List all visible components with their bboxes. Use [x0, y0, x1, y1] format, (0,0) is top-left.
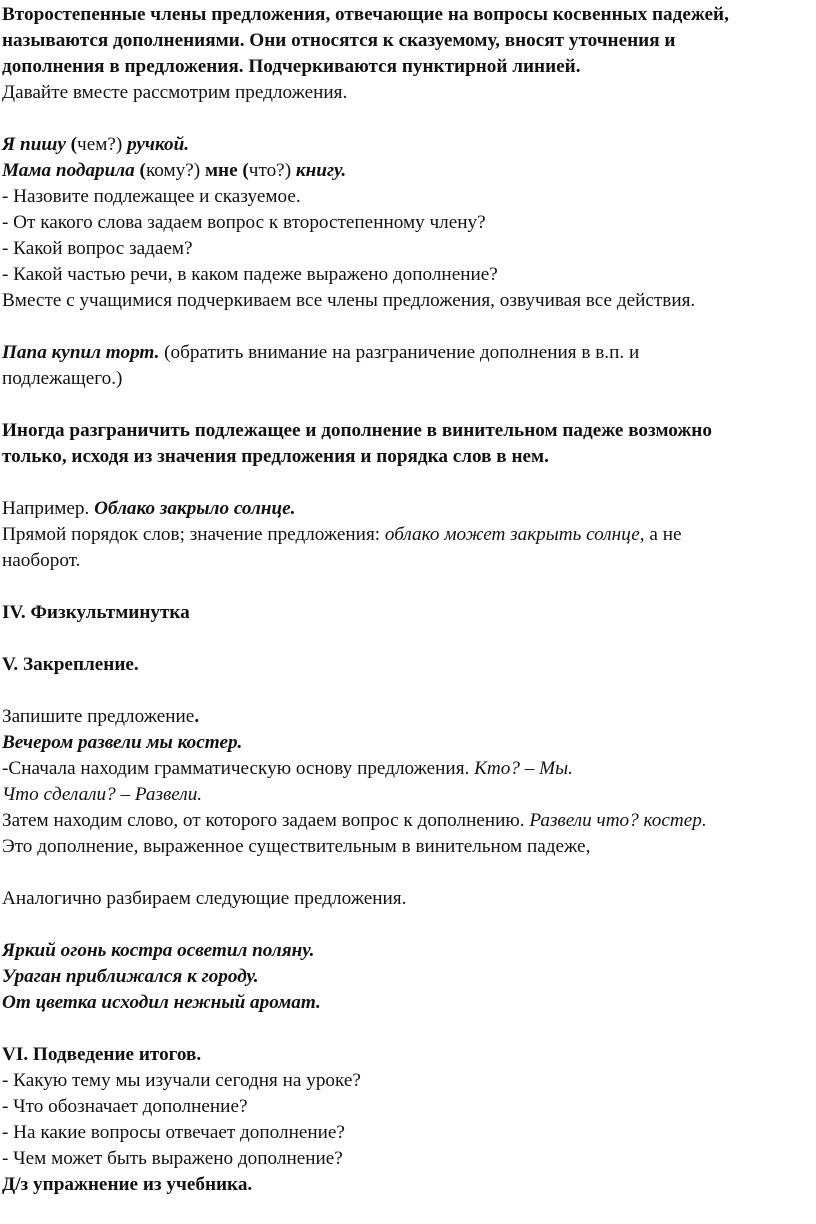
task-step-4: Это дополнение, выраженное существительным в винительном падеже, — [2, 836, 591, 857]
question: кому? — [145, 160, 194, 181]
example-1-subject-predicate: Я пишу — [2, 134, 66, 155]
example-4-lead: Например. — [2, 498, 90, 519]
rule-line-2: только, исходя из значения предложения и порядка слов в нем. — [2, 446, 549, 467]
section-4-heading: IV. Физкультминутка — [2, 602, 190, 623]
paren-open: ( — [237, 160, 249, 181]
example-4-explanation — [2, 522, 792, 548]
question: что? — [248, 160, 285, 181]
example-3-sentence: Папа купил торт. — [2, 342, 160, 363]
example-1-object: ручкой. — [127, 134, 190, 155]
example-3-note: (обратить внимание на разграничение дополнения в в.п. и — [159, 342, 640, 363]
intro-line-2: называются дополнениями. Они относятся к сказуемому, вносят уточнения и — [2, 30, 676, 51]
explanation-italic: облако может закрыть солнце — [384, 524, 640, 545]
intro-line-1: Второстепенные члены предложения, отвечающие на вопросы косвенных падежей, — [2, 4, 729, 25]
task-sentence: Вечером развели мы костер. — [2, 732, 243, 753]
intro-line-4: Давайте вместе рассмотрим предложения. — [2, 82, 348, 103]
task-lead-text: Запишите предложение — [2, 706, 195, 727]
explanation-tail: , а не — [639, 524, 682, 545]
example-2 — [2, 158, 792, 184]
step-text: -Сначала находим грамматическую основу предложения. — [2, 758, 475, 779]
paren-close: ) — [115, 134, 128, 155]
practice-sentence: От цветка исходил нежный аромат. — [2, 992, 321, 1013]
question-item: - Какой частью речи, в каком падеже выражено дополнение? — [2, 264, 498, 285]
spacer — [2, 574, 792, 600]
example-3 — [2, 340, 792, 366]
practice-sentence: Ураган приближался к городу. — [2, 966, 259, 987]
example-2-subject-predicate: Мама подарила — [2, 160, 135, 181]
section-5-heading: V. Закрепление. — [2, 654, 139, 675]
practice-sentence: Яркий огонь костра осветил поляну. — [2, 940, 315, 961]
task-step-3 — [2, 808, 792, 834]
instruction-line: Вместе с учащимися подчеркиваем все члены предложения, озвучивая все действия. — [2, 290, 696, 311]
question-item: - Назовите подлежащее и сказуемое. — [2, 186, 301, 207]
question: чем? — [77, 134, 116, 155]
paren-close: ) — [193, 160, 205, 181]
question-item: - От какого слова задаем вопрос к второстепенному члену? — [2, 212, 486, 233]
summary-question: - Что обозначает дополнение? — [2, 1096, 248, 1117]
spacer — [2, 1016, 792, 1042]
task-step-2: Что сделали? – Развели. — [2, 784, 203, 805]
step-italic: Кто? – Мы. — [474, 758, 573, 779]
step-text: Затем находим слово, от которого задаем вопрос к дополнению. — [2, 810, 530, 831]
task-lead-dot: . — [194, 706, 200, 727]
spacer — [2, 314, 792, 340]
example-2-object-2: книгу. — [295, 160, 347, 181]
step-italic: Развели что? костер. — [529, 810, 707, 831]
spacer — [2, 470, 792, 496]
paren-close: ) — [284, 160, 296, 181]
spacer — [2, 626, 792, 652]
example-2-object-1: мне — [204, 160, 238, 181]
paren-open: ( — [134, 160, 146, 181]
homework-line: Д/з упражнение из учебника. — [2, 1174, 253, 1195]
intro-line-3: дополнения в предложения. Подчеркиваются пунктирной линией. — [2, 56, 581, 77]
section-6-heading: VI. Подведение итогов. — [2, 1044, 202, 1065]
spacer — [2, 392, 792, 418]
example-4-explanation-cont: наоборот. — [2, 550, 81, 571]
summary-question: - На какие вопросы отвечает дополнение? — [2, 1122, 345, 1143]
analog-line: Аналогично разбираем следующие предложения. — [2, 888, 407, 909]
task-lead — [2, 704, 792, 730]
task-step-1 — [2, 756, 792, 782]
rule-line-1: Иногда разграничить подлежащее и дополнение в винительном падеже возможно — [2, 420, 712, 441]
example-4-sentence: Облако закрыло солнце. — [89, 498, 296, 519]
explanation-text: Прямой порядок слов; значение предложения: — [2, 524, 385, 545]
summary-question: - Какую тему мы изучали сегодня на уроке? — [2, 1070, 361, 1091]
example-4 — [2, 496, 792, 522]
spacer — [2, 912, 792, 938]
spacer — [2, 678, 792, 704]
paren-open: ( — [65, 134, 78, 155]
spacer — [2, 860, 792, 886]
question-item: - Какой вопрос задаем? — [2, 238, 193, 259]
example-1 — [2, 132, 792, 158]
summary-question: - Чем может быть выражено дополнение? — [2, 1148, 343, 1169]
spacer — [2, 106, 792, 132]
example-3-note-cont: подлежащего.) — [2, 368, 123, 389]
